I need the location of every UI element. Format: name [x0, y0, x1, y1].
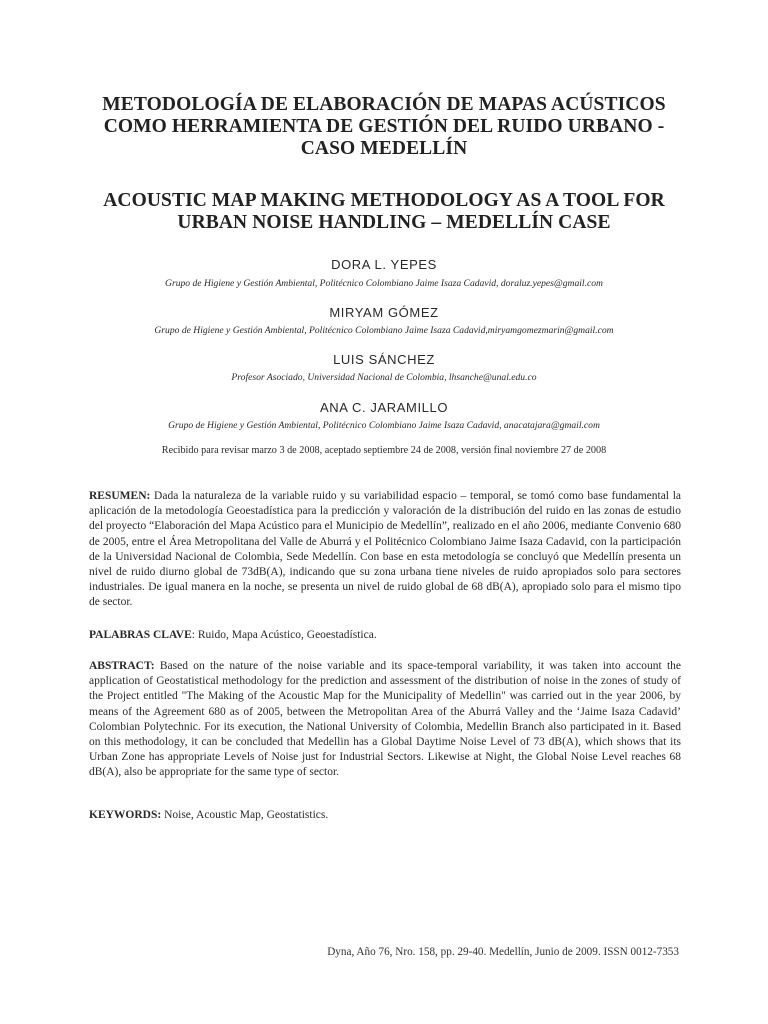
author-name: DORA L. YEPES — [331, 257, 437, 272]
title-spanish-line-1: METODOLOGÍA DE ELABORACIÓN DE MAPAS ACÚSTICOS — [102, 94, 666, 115]
author-name: ANA C. JARAMILLO — [319, 400, 449, 415]
author-affiliation: Grupo de Higiene y Gestión Ambiental, Politécnico Colombiano Jaime Isaza Cadavid, anacatajara@gmail.com — [168, 420, 600, 431]
keywords-label: KEYWORDS: — [89, 809, 162, 821]
title-spanish — [60, 94, 708, 160]
keywords-text: Noise, Acoustic Map, Geostatistics. — [161, 809, 329, 821]
resumen-paragraph — [89, 489, 681, 611]
author-name: MIRYAM GÓMEZ — [329, 305, 439, 320]
author-name: LUIS SÁNCHEZ — [333, 352, 435, 367]
abstract-paragraph — [89, 659, 681, 781]
resumen-label: RESUMEN: — [89, 490, 151, 502]
title-spanish-line-2: COMO HERRAMIENTA DE GESTIÓN DEL RUIDO URBANO - — [103, 116, 665, 137]
palabras-clave-label: PALABRAS CLAVE — [89, 629, 192, 641]
palabras-clave-paragraph — [89, 628, 681, 643]
title-english — [60, 190, 708, 234]
journal-footer: Dyna, Año 76, Nro. 158, pp. 29-40. Medellín, Junio de 2009. ISSN 0012-7353 — [327, 946, 679, 958]
author-affiliation: Profesor Asociado, Universidad Nacional de Colombia, lhsanche@unal.edu.co — [231, 372, 537, 383]
author-affiliation: Grupo de Higiene y Gestión Ambiental, Politécnico Colombiano Jaime Isaza Cadavid,miryamgomezmarin@gmail.com — [154, 325, 614, 336]
title-spanish-line-3: CASO MEDELLÍN — [300, 138, 468, 159]
palabras-clave-text: : Ruido, Mapa Acústico, Geoestadística. — [191, 629, 377, 641]
title-english-line-2: URBAN NOISE HANDLING – MEDELLÍN CASE — [177, 212, 611, 233]
abstract-label: ABSTRACT: — [89, 660, 155, 672]
title-english-line-1: ACOUSTIC MAP MAKING METHODOLOGY AS A TOOL FOR — [103, 190, 665, 211]
resumen-text: Dada la naturaleza de la variable ruido y su variabilidad espacio – temporal, se tomó como base fundamental la aplicación de la metodología Geoestadística para la predicción y valoración de la distribución del ruido en las zonas de estudio del proyecto “Elaboración del Mapa Acústico para el Municipio de Medellín”, realizado en el año 2006, mediante Convenio 680 de 2005, entre el Área Metropolitana del Valle de Aburrá y el Politécnico Colombiano Jaime Isaza Cadavid, con la participación de la Universidad Nacional de Colombia, Sede Medellín. Con base en esta metodología se concluyó que Medellín presenta un nivel de ruido diurno global de 73dB(A), indicando que su zona urbana tiene niveles de ruido apropiados solo para sectores industriales. De igual manera en la noche, se presenta un nivel de ruido global de 68 dB(A), apropiado solo para el mismo tipo de sector. — [89, 490, 681, 609]
abstract-text: Based on the nature of the noise variable and its space-temporal variability, it was taken into account the application of Geostatistical methodology for the prediction and assessment of the distribution of noise in the zones of study of the Project entitled "The Making of the Acoustic Map for the Municipality of Medellin" was carried out in the year 2006, by means of the Agreement 680 as of 2005, between the Metropolitan Area of the Aburrá Valley and the ‘Jaime Isaza Cadavid’ Colombian Polytechnic. For its execution, the National University of Colombia, Medellin Branch also participated in it. Based on this methodology, it can be concluded that Medellin has a Global Daytime Noise Level of 73 dB(A), which shows that its Urban Zone has appropriate Levels of Noise just for Industrial Sectors. Likewise at Night, the Global Noise Level reaches 68 dB(A), also be appropriate for the same type of sector. — [89, 660, 681, 779]
author-affiliation: Grupo de Higiene y Gestión Ambiental, Politécnico Colombiano Jaime Isaza Cadavid, doraluz.yepes@gmail.com — [165, 278, 603, 289]
received-dates: Recibido para revisar marzo 3 de 2008, aceptado septiembre 24 de 2008, versión final noviembre 27 de 2008 — [161, 445, 607, 456]
keywords-paragraph — [89, 808, 681, 823]
